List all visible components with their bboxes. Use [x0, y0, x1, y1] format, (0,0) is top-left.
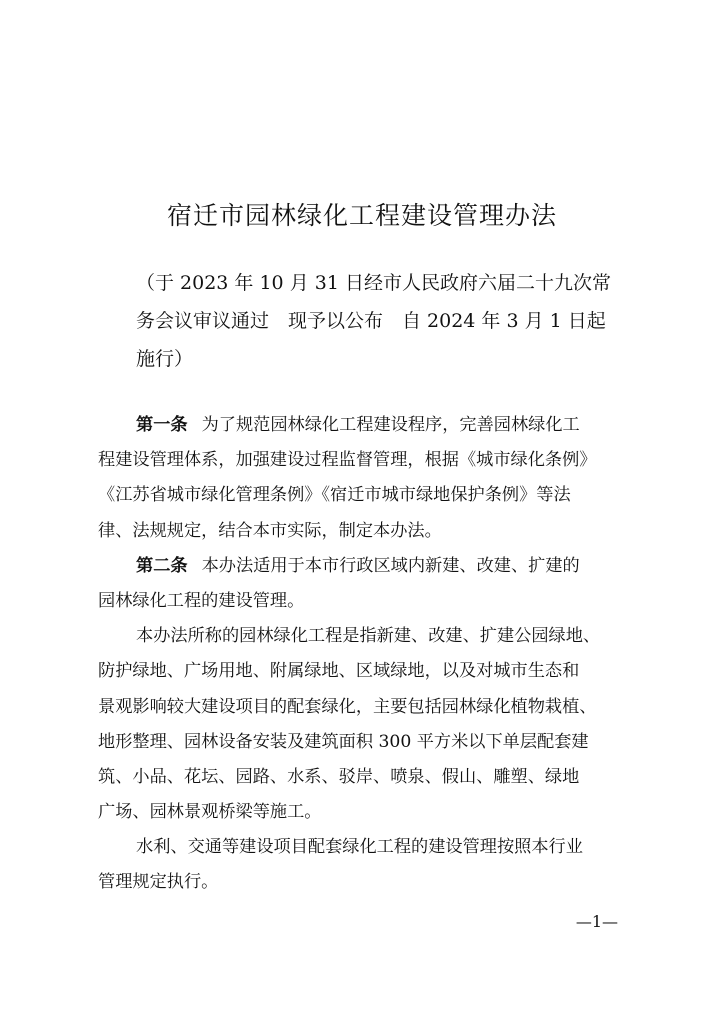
article-2	[98, 549, 634, 619]
article-line: 律、法规规定，结合本市实际，制定本办法。	[98, 520, 442, 541]
document-title: 宿迁市园林绿化工程建设管理办法	[166, 201, 557, 230]
adoption-note-line: 施行）	[136, 348, 194, 370]
article-text: 为了规范园林绿化工程建设程序，完善园林绿化工	[201, 415, 580, 435]
article-1	[98, 408, 634, 549]
article-first-line	[98, 549, 634, 584]
paragraph-line: 广场、园林景观桥梁等施工。	[98, 802, 322, 823]
article-text: 本办法适用于本市行政区域内新建、改建、扩建的	[201, 555, 580, 576]
article-label: 第二条	[136, 555, 188, 576]
adoption-note-line: （于 2023 年 10 月 31 日经市人民政府六届二十九次常	[136, 272, 611, 294]
article-line: 《江苏省城市绿化管理条例》《宿迁市城市绿地保护条例》等法	[98, 485, 571, 506]
document-body	[98, 408, 634, 901]
article-label: 第一条	[136, 415, 188, 435]
paragraph-line: 管理规定执行。	[98, 872, 219, 893]
paragraph-line: 筑、小品、花坛、园路、水系、驳岸、喷泉、假山、雕塑、绿地	[98, 766, 580, 787]
paragraph-line: 地形整理、园林设备安装及建筑面积 300 平方米以下单层配套建	[98, 731, 589, 752]
article-line: 园林绿化工程的建设管理。	[98, 590, 305, 611]
paragraph-definition	[98, 619, 634, 830]
page-number: —1—	[575, 912, 618, 931]
paragraph-line: 本办法所称的园林绿化工程是指新建、改建、扩建公园绿地、	[136, 626, 601, 647]
paragraph-line: 水利、交通等建设项目配套绿化工程的建设管理按照本行业	[136, 837, 583, 858]
paragraph-exception	[98, 830, 634, 900]
adoption-note-line: 务会议审议通过 现予以公布 自 2024 年 3 月 1 日起	[136, 310, 606, 332]
article-first-line	[98, 408, 634, 443]
adoption-note	[136, 264, 611, 378]
article-line: 程建设管理体系，加强建设过程监督管理，根据《城市绿化条例》	[98, 450, 597, 471]
paragraph-line: 景观影响较大建设项目的配套绿化，主要包括园林绿化植物栽植、	[98, 696, 597, 717]
paragraph-line: 防护绿地、广场用地、附属绿地、区域绿地，以及对城市生态和	[98, 661, 580, 682]
